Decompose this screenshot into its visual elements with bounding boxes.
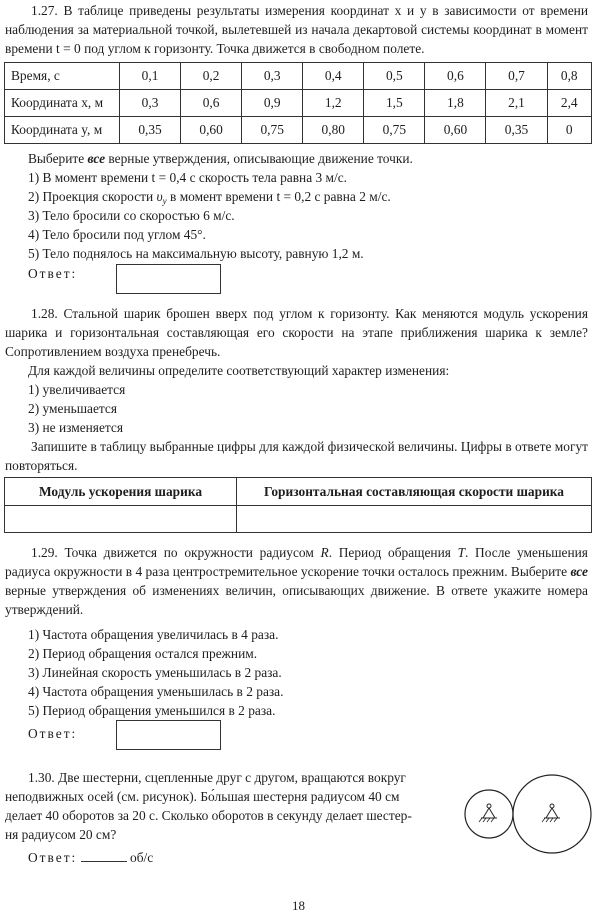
answer-box-1-27[interactable]: [116, 264, 221, 294]
small-gear: [465, 790, 513, 838]
statement-4: 4) Тело бросили под углом 45°.: [28, 227, 206, 242]
problem-1-28-instruction: Запишите в таблицу выбранные цифры для каждой физической величины. Цифры в ответе могут повторяться.: [5, 439, 588, 473]
table-cell: 2,4: [547, 90, 591, 117]
table-cell: 0,9: [242, 90, 303, 117]
table-cell: 0,5: [364, 63, 425, 90]
row-label: Координата x, м: [5, 90, 120, 117]
table-row: [5, 117, 592, 144]
table-cell: 0,60: [181, 117, 242, 144]
problem-1-27-intro: 1.27. В таблице приведены результаты измерения координат x и y в зависимости от времени наблюдения за материальной точкой, вылетевшей из начала декартовой системы координат в момент времени t = 0 под углом к горизонту. Точка движется в свободном полете.: [5, 3, 588, 56]
intro-text-b: . Период обращения: [328, 545, 458, 560]
prompt-emphasis: все: [570, 564, 588, 579]
table-row: [5, 90, 592, 117]
column-horizontal-velocity: Горизонтальная составляющая скорости шарика: [237, 478, 592, 506]
statement-1-29-3: 3) Линейная скорость уменьшилась в 2 раза.: [28, 665, 282, 680]
intro-text-c: . После уменьшения радиуса окружности в 4 раза центростремительное ускорение точки осталось прежним. Выберите: [5, 545, 588, 579]
table-cell: 0,7: [486, 63, 547, 90]
table-cell: 0,3: [242, 63, 303, 90]
problem-1-30-line-2: неподвижных осей (см. рисунок). Бо́льшая шестерня радиусом 40 см: [5, 789, 400, 804]
answer-label-1-30: Ответ:: [28, 850, 78, 865]
table-cell: 0,80: [303, 117, 364, 144]
problem-1-30-line-1: 1.30. Две шестерни, сцепленные друг с другом, вращаются вокруг: [28, 770, 406, 785]
intro-text-d: верные утверждения об изменениях величин, описывающих движение. В ответе укажите номера утверждений.: [5, 583, 588, 617]
table-cell: 0,2: [181, 63, 242, 90]
gears-drawing: [462, 758, 594, 858]
answer-table-1-28: [4, 477, 592, 533]
answer-box-1-29[interactable]: [116, 720, 221, 750]
prompt-emphasis: все: [87, 151, 106, 166]
table-cell: 0,35: [486, 117, 547, 144]
problem-1-29-intro: [5, 543, 588, 619]
answer-label-1-29: Ответ:: [28, 726, 78, 741]
answer-blank-1-30[interactable]: [81, 848, 127, 862]
column-acceleration: Модуль ускорения шарика: [5, 478, 237, 506]
table-cell: 0,4: [303, 63, 364, 90]
prompt-text: Выберите: [28, 151, 88, 166]
problem-1-30-line-3: делает 40 оборотов за 20 с. Сколько оборотов в секунду делает шестер-: [5, 808, 412, 823]
table-cell: 0,60: [425, 117, 486, 144]
page-number: 18: [292, 898, 305, 913]
row-label: Координата y, м: [5, 117, 120, 144]
table-cell: 0,3: [120, 90, 181, 117]
table-cell: 0,75: [364, 117, 425, 144]
problem-1-27-prompt: [28, 149, 413, 168]
problem-1-28-intro: 1.28. Стальной шарик брошен вверх под углом к горизонту. Как меняются модуль ускорения шарика и горизонтальная составляющая его скорости на этапе приближения шарика к земле? Сопротивлением воздуха пренебречь.: [5, 306, 588, 359]
large-gear: [513, 775, 591, 853]
gears-figure: [462, 758, 594, 858]
row-label: Время, с: [5, 63, 120, 90]
large-gear-axis-icon: [542, 804, 560, 822]
problem-1-30-line-4: ня радиусом 20 см?: [5, 827, 117, 842]
statement-1-29-1: 1) Частота обращения увеличилась в 4 раза.: [28, 627, 279, 642]
table-cell: 1,8: [425, 90, 486, 117]
table-cell: 0: [547, 117, 591, 144]
statement-5: 5) Тело поднялось на максимальную высоту, равную 1,2 м.: [28, 246, 364, 261]
table-cell: 0,6: [181, 90, 242, 117]
statement-1-29-2: 2) Период обращения остался прежним.: [28, 646, 258, 661]
table-cell: 1,5: [364, 90, 425, 117]
measurement-table: [4, 62, 592, 144]
table-cell: 0,6: [425, 63, 486, 90]
problem-1-28-line: Для каждой величины определите соответствующий характер изменения:: [28, 363, 450, 378]
table-cell: 0,1: [120, 63, 181, 90]
option-2: 2) уменьшается: [28, 401, 118, 416]
statement-1-29-4: 4) Частота обращения уменьшилась в 2 раза.: [28, 684, 284, 699]
statement-2-text: 2) Проекция скорости: [28, 189, 157, 204]
statement-1-29-5: 5) Период обращения уменьшился в 2 раза.: [28, 703, 276, 718]
table-cell: 0,75: [242, 117, 303, 144]
small-gear-axis-icon: [479, 804, 497, 822]
table-row: [5, 63, 592, 90]
table-cell: 1,2: [303, 90, 364, 117]
table-cell: 0,35: [120, 117, 181, 144]
velocity-subscript: y: [162, 196, 167, 206]
answer-unit: об/с: [130, 850, 154, 865]
statement-3: 3) Тело бросили со скоростью 6 м/с.: [28, 208, 235, 223]
statement-2-text-end: в момент времени t = 0,2 с равна 2 м/с.: [166, 189, 391, 204]
answer-line-1-30: [28, 848, 153, 866]
answer-label-1-27: Ответ:: [28, 266, 78, 281]
option-3: 3) не изменяется: [28, 420, 124, 435]
period-symbol: T: [457, 545, 466, 560]
radius-symbol: R: [320, 545, 329, 560]
option-1: 1) увеличивается: [28, 382, 126, 397]
intro-text-a: 1.29. Точка движется по окружности радиусом: [31, 545, 321, 560]
table-cell: 2,1: [486, 90, 547, 117]
answer-cell-horizontal-velocity[interactable]: [237, 506, 592, 533]
prompt-text-end: верные утверждения, описывающие движение точки.: [105, 151, 413, 166]
statement-1: 1) В момент времени t = 0,4 с скорость тела равна 3 м/с.: [28, 170, 348, 185]
answer-cell-acceleration[interactable]: [5, 506, 237, 533]
velocity-symbol: υ: [156, 189, 163, 204]
table-cell: 0,8: [547, 63, 591, 90]
